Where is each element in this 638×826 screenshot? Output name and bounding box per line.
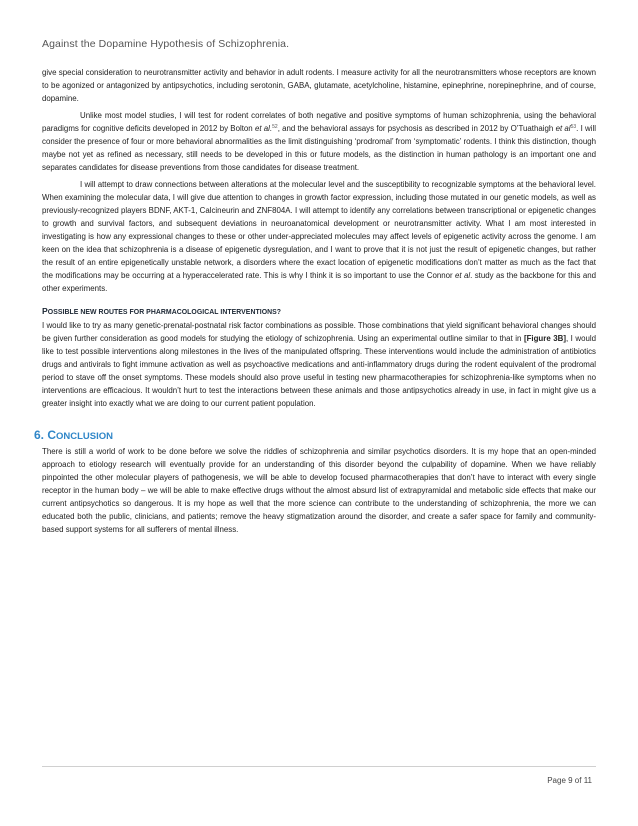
text-run: . I will consider the presence of four or more behavioral abnormalities as the limit distinguishing ‘prodromal’ from ‘symptomatic’ rodents. I think this distinction, though maybe not yet as refined as necessary, still needs to be developed in this or future models, as the distinction in human pathology is an important one and separates candidates for disease preventions from those candidates for disease treatment. [42, 124, 596, 172]
running-header: Against the Dopamine Hypothesis of Schizophrenia. [42, 38, 290, 50]
heading-initial: P [42, 306, 48, 316]
section-number: 6. [34, 428, 48, 442]
paragraph-molecular-connections [42, 178, 596, 295]
paragraph-neurotransmitters: give special consideration to neurotransmitter activity and behavior in adult rodents. I measure activity for all the neurotransmitters whose receptors are known to be agonized or antagonized by antipsychotics, including serotonin, GABA, glutamate, acetylcholine, histamine, epinephrine, norepinephrine, and of course, dopamine. [42, 68, 596, 103]
text-run-italic: et al [455, 271, 471, 280]
text-run: , and the behavioral assays for psychosis as described in 2012 by O’Tuathaigh [277, 124, 556, 133]
paragraph-interventions [42, 319, 596, 410]
text-run-italic: et al. [254, 124, 273, 133]
figure-reference: [Figure 3B] [523, 334, 566, 343]
heading-initial: C [47, 428, 57, 442]
text-run: I will attempt to draw connections between alterations at the molecular level and the susceptibility to recognizable symptoms at the behavioral level. When examining the molecular data, I will give due attention to changes in growth factor expression, including those mutated in our genetic models, as well as previously-recognized players BDNF, AKT-1, Calcineurin and ZNF804A. I will attempt to identify any correlations between transcriptional or epigenetic changes to growth and survival factors, and subsequent deviations in neuroanatomical development or neurotransmitter activity. What I am most interested in investigating is how any expressional changes to these or other under-appreciated molecules may affect levels of epigenetic activity across the genome. I am keen on the idea that schizophrenia is a disease of epigenetic dysregulation, and I want to prove that it is not just the result of epigenetic changes, but rather the result of an entire epigenetically unstable network, a disorders where the exact location of epigenetic modifications don’t matter as much as the fact that the modifications may be occurring at a hyperaccelerated rate. This is why I think it is so important to use the Connor [42, 180, 596, 280]
text-run: I would like to try as many genetic-prenatal-postnatal risk factor combinations as possible. Those combinations that yield significant behavioral changes should be given further consideration as good models for studying the etiology of schizophrenia. Using an experimental outline similar to that in [42, 321, 596, 343]
page-number: Page 9 of 11 [547, 776, 592, 785]
citation-53: 53 [570, 124, 577, 130]
heading-smallcaps: OSSIBLE NEW ROUTES FOR PHARMACOLOGICAL INTERVENTIONS? [47, 309, 282, 316]
subsection-heading [42, 306, 596, 316]
text-run: , I would like to test possible interventions along milestones in the lives of the manipulated offspring. These interventions would include the administration of antibiotics drugs and antivirals to fight immune activation as well as psychoactive medications and anti-inflammatory drugs during the rodent equivalent of the prodromal period to stave off the onset symptoms. These models should also prove useful in testing new pharmacotherapies for schizophrenia-like symptoms when no interventions are efficacious. It wouldn’t hurt to test the interactions between these animals and those antipsychotics already in use, in fact in might give us a greater insight into exactly what we are doing to our current patient population. [42, 334, 596, 408]
text-run: . study as the backbone for this and other experiments. [42, 271, 596, 293]
text-run: Unlike most model studies, I will test for rodent correlates of both negative and positive symptoms of human schizophrenia, using the behavioral paradigms for cognitive deficits developed in 2012 by Bolton [42, 111, 596, 133]
paragraph-behavioral-paradigms [42, 109, 596, 174]
article-body [34, 66, 596, 540]
citation-52: 52 [272, 124, 278, 130]
text-run-italic: et al [555, 124, 571, 133]
heading-smallcaps: ONCLUSION [56, 431, 114, 442]
footer-divider [42, 766, 596, 767]
section-heading-conclusion [34, 428, 596, 442]
paragraph-conclusion: There is still a world of work to be done before we solve the riddles of schizophrenia and similar psychotics disorders. It is my hope that an open-minded approach to etiology research will eventually provide for an understanding of this disorder beyond the culpability of dopamine. When we have reliably pinpointed the other molecular players of pathogenesis, we will be able to develop focused pharmacotherapies that don’t have to interact with every single receptor in the human body – we will be able to make effective drugs without the almost absurd list of extrapyramidal and metabolic side effects that make our current antipsychotics so dangerous. It is my hope as well that the more science can contribute to the understanding of schizophrenia, the more we can educated both the public, clinicians, and patients; remove the heavy stigmatization around the disorder, and create a safer space for family and community-based support systems for all sufferers of mental illness. [42, 447, 596, 534]
